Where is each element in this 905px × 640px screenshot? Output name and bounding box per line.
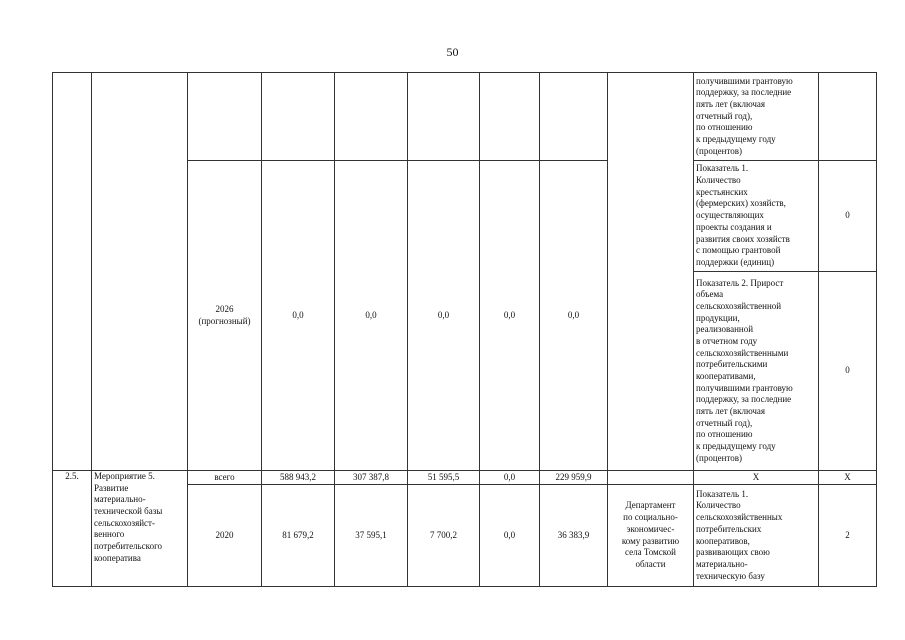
value-cell: 36 383,9 [540,485,608,587]
indicator-value: 0 [819,272,877,471]
total-label: всего [188,471,262,485]
table-row [53,471,877,485]
value-cell: 51 595,5 [408,471,480,485]
executor-cell-empty [608,73,694,471]
x-mark: X [819,471,877,485]
page-number: 50 [446,45,459,59]
value-cell: 0,0 [480,161,540,471]
value-cell: 0,0 [335,161,408,471]
measure-number: 2.5. [53,471,92,587]
value-cell: 0,0 [262,161,335,471]
executor-cell: Департамент по социально- экономичес- кому развитию села Томской области [608,485,694,587]
table-row [53,73,877,161]
value-cell: 81 679,2 [262,485,335,587]
indicator-text: Показатель 1. Количество крестьянских (фермерских) хозяйств, осуществляющих проекты создания и развития своих хозяйств с помощью грантовой поддержки (единиц) [694,161,819,272]
indicator-text: получившими грантовую поддержку, за последние пять лет (включая отчетный год), по отношению к предыдущему году (процентов) [694,73,819,161]
value-cell: 307 387,8 [335,471,408,485]
indicator-value: 2 [819,485,877,587]
number-cell-empty [53,73,92,471]
measure-name: Мероприятие 5. Развитие материально- технической базы сельскохозяйст- венного потребительского кооператива [92,471,188,587]
value-cell: 0,0 [540,161,608,471]
year-cell: 2020 [188,485,262,587]
value-cell: 588 943,2 [262,471,335,485]
value-cell: 37 595,1 [335,485,408,587]
program-table [52,72,877,587]
name-cell-empty [92,73,188,471]
value-cell: 0,0 [480,471,540,485]
value-cell: 229 959,9 [540,471,608,485]
value-cell: 0,0 [408,161,480,471]
value-cell: 0,0 [480,485,540,587]
indicator-value: 0 [819,161,877,272]
year-cell: 2026 (прогнозный) [188,161,262,471]
indicator-text: Показатель 2. Прирост объема сельскохозяйственной продукции, реализованной в отчетном году сельскохозяйственными потребительскими кооперативами, получившими грантовую поддержку, за последние пять лет (включая отчетный год), по отношению к предыдущему году (процентов) [694,272,819,471]
x-mark: X [694,471,819,485]
indicator-text: Показатель 1. Количество сельскохозяйственных потребительских кооперативов, развивающих свою материально- техническую базу [694,485,819,587]
value-cell: 7 700,2 [408,485,480,587]
